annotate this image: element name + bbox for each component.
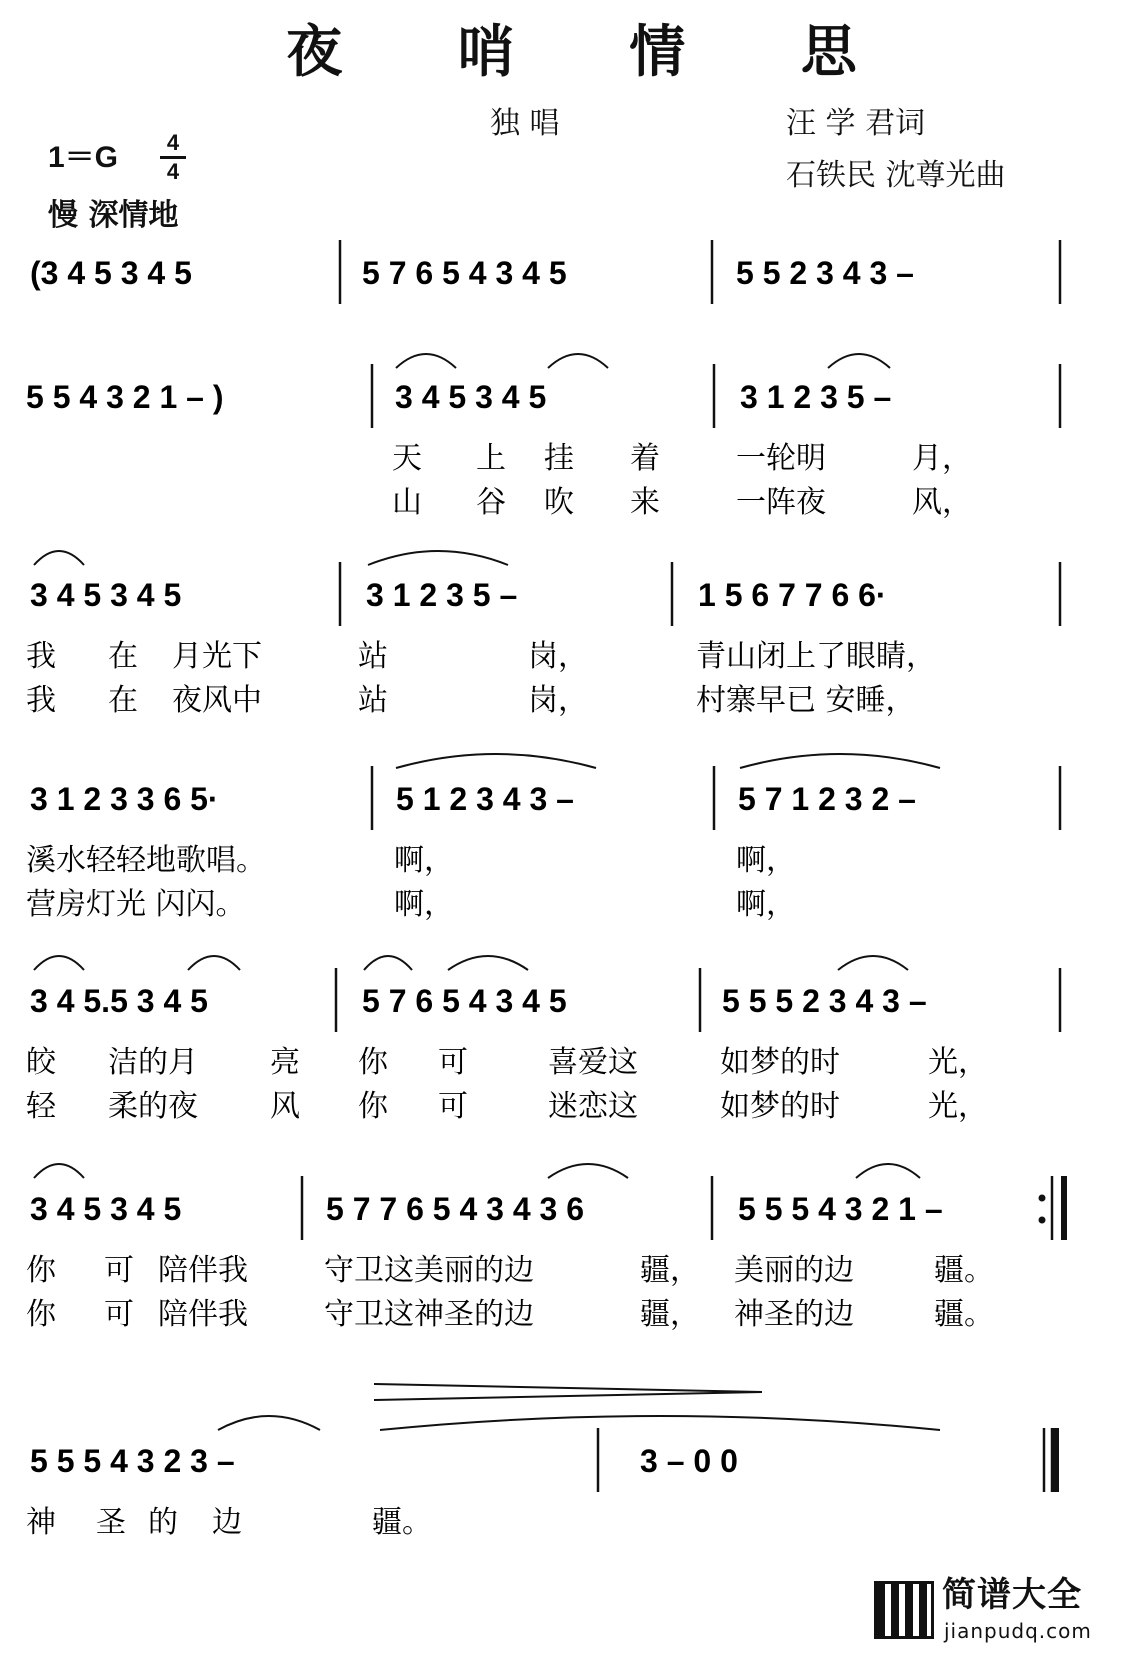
watermark-url: jianpudq.com (944, 1619, 1092, 1643)
piano-keys-icon (874, 1581, 934, 1639)
notation-measure: 5 7 6 5 4 3 4 5 (362, 983, 567, 1019)
slur-arc (380, 1416, 940, 1430)
lyric-text: 你 (26, 1297, 56, 1332)
lyric-text: 疆， (640, 1253, 700, 1288)
lyric-text: 你 (26, 1253, 56, 1288)
slur-arc (548, 354, 608, 368)
slur-arc (838, 956, 908, 970)
lyric-text: 皎 (26, 1045, 56, 1080)
lyric-text: 陪伴我 (158, 1253, 248, 1288)
repeat-dot (1039, 1217, 1046, 1224)
lyricist-credit: 汪 学 君词 (786, 106, 926, 141)
lyric-text: 营房灯光 闪闪。 (26, 887, 246, 922)
time-signature-bottom: 4 (166, 159, 180, 184)
lyric-text: 月， (912, 441, 972, 476)
lyric-text: 站 (358, 639, 388, 674)
slur-arc (34, 956, 84, 970)
repeat-dot (1039, 1195, 1046, 1202)
notation-measure: (3 4 5 3 4 5 (30, 255, 192, 291)
slur-arc (828, 354, 890, 368)
lyric-text: 如梦的时 (720, 1089, 840, 1124)
lyric-text: 挂 (544, 441, 574, 476)
lyric-text: 天 (392, 441, 422, 476)
lyric-text: 月光下 (172, 639, 262, 674)
lyric-text: 可 (438, 1045, 468, 1080)
lyric-text: 吹 (544, 485, 574, 520)
slur-arc (34, 1164, 84, 1178)
slur-arc (188, 956, 240, 970)
notation-measure: 1 5 6 7 7 6 6· (698, 577, 887, 613)
lyric-text: 圣 (96, 1505, 126, 1540)
lyric-text: 守卫这美丽的边 (324, 1253, 534, 1288)
notation-measure: 3 1 2 3 5 – (366, 577, 518, 613)
decrescendo-hairpin (374, 1384, 762, 1392)
notation-measure: 3 1 2 3 5 – (740, 379, 892, 415)
lyric-text: 神 (26, 1505, 56, 1540)
slur-arc (368, 551, 508, 565)
lyric-text: 可 (104, 1297, 134, 1332)
lyric-text: 我 (26, 639, 56, 674)
slur-arc (364, 956, 412, 970)
lyric-text: 美丽的边 (734, 1253, 854, 1288)
lyric-text: 疆， (640, 1297, 700, 1332)
lyric-text: 村寨早已 安睡， (696, 683, 916, 718)
lyric-text: 啊， (394, 843, 454, 878)
slur-arc (740, 754, 940, 768)
lyric-text: 光， (928, 1045, 988, 1080)
lyric-text: 谷 (476, 485, 506, 520)
notation-measure: 5 1 2 3 4 3 – (396, 781, 574, 817)
slur-arc (856, 1164, 920, 1178)
time-signature-top: 4 (166, 130, 180, 155)
lyric-text: 我 (26, 683, 56, 718)
lyric-text: 如梦的时 (720, 1045, 840, 1080)
lyric-text: 疆。 (372, 1505, 432, 1540)
slur-arc (396, 754, 596, 768)
lyric-text: 风， (912, 485, 972, 520)
lyric-text: 洁的月 (108, 1045, 198, 1080)
notation-measure: 5 7 6 5 4 3 4 5 (362, 255, 567, 291)
notation-measure: 5 5 2 3 4 3 – (736, 255, 914, 291)
lyric-text: 着 (630, 441, 660, 476)
lyric-text: 青山闭上了眼睛， (696, 639, 936, 674)
lyric-text: 岗， (528, 683, 588, 718)
notation-measure: 3 4 5 3 4 5 (395, 379, 547, 415)
lyric-text: 边 (212, 1505, 242, 1540)
watermark-brand: 简谱大全 (942, 1575, 1082, 1615)
lyric-text: 啊， (394, 887, 454, 922)
lyric-text: 啊， (736, 843, 796, 878)
notation-measure: 5 7 1 2 3 2 – (738, 781, 916, 817)
lyric-text: 岗， (528, 639, 588, 674)
song-title: 夜 哨 情 思 (286, 19, 905, 85)
lyric-text: 夜风中 (172, 683, 262, 718)
lyric-text: 疆。 (934, 1297, 994, 1332)
lyric-text: 来 (630, 485, 660, 520)
composer-credit: 石铁民 沈尊光曲 (786, 158, 1006, 193)
notation-measure: 3 4 5.5 3 4 5 (30, 983, 208, 1019)
notation-measure: 5 7 7 6 5 4 3 4 3 6 (326, 1191, 584, 1227)
lyric-text: 可 (438, 1089, 468, 1124)
notation-measure: 5 5 5 4 3 2 3 – (30, 1443, 235, 1479)
lyric-text: 可 (104, 1253, 134, 1288)
lyric-text: 神圣的边 (734, 1297, 854, 1332)
lyric-text: 陪伴我 (158, 1297, 248, 1332)
lyric-text: 风 (270, 1089, 300, 1124)
notation-measure: 5 5 4 3 2 1 – ) (26, 379, 224, 415)
slur-arc (548, 1164, 628, 1178)
slur-arc (218, 1416, 320, 1430)
lyric-text: 守卫这神圣的边 (324, 1297, 534, 1332)
notation-measure: 3 4 5 3 4 5 (30, 1191, 182, 1227)
notation-measure: 5 5 5 4 3 2 1 – (738, 1191, 943, 1227)
lyric-text: 上 (476, 441, 506, 476)
slur-arc (448, 956, 528, 970)
lyric-text: 轻 (26, 1089, 56, 1124)
lyric-text: 柔的夜 (108, 1089, 198, 1124)
lyric-text: 喜爱这 (548, 1045, 638, 1080)
lyric-text: 光， (928, 1089, 988, 1124)
notation-measure: 3 4 5 3 4 5 (30, 577, 182, 613)
lyric-text: 一阵夜 (736, 485, 826, 520)
notation-measure: 3 – 0 0 (640, 1443, 738, 1479)
lyric-text: 亮 (270, 1045, 300, 1080)
lyric-text: 疆。 (934, 1253, 994, 1288)
lyric-text: 一轮明 (736, 441, 826, 476)
lyric-text: 在 (108, 639, 138, 674)
performance-type: 独 唱 (490, 106, 560, 141)
lyric-text: 的 (148, 1505, 178, 1540)
lyric-text: 站 (358, 683, 388, 718)
notation-measure: 3 1 2 3 3 6 5· (30, 781, 219, 817)
lyric-text: 溪水轻轻地歌唱。 (26, 843, 266, 878)
lyric-text: 啊， (736, 887, 796, 922)
notation-measure: 5 5 5 2 3 4 3 – (722, 983, 927, 1019)
lyric-text: 在 (108, 683, 138, 718)
lyric-text: 你 (358, 1089, 388, 1124)
tempo-marking: 慢 深情地 (48, 198, 179, 233)
watermark-logo (874, 1575, 1134, 1647)
lyric-text: 山 (392, 485, 422, 520)
decrescendo-hairpin (374, 1392, 762, 1400)
key-signature: 1＝G (48, 141, 119, 174)
slur-arc (34, 551, 84, 565)
lyric-text: 你 (358, 1045, 388, 1080)
lyric-text: 迷恋这 (548, 1089, 638, 1124)
slur-arc (396, 354, 456, 368)
